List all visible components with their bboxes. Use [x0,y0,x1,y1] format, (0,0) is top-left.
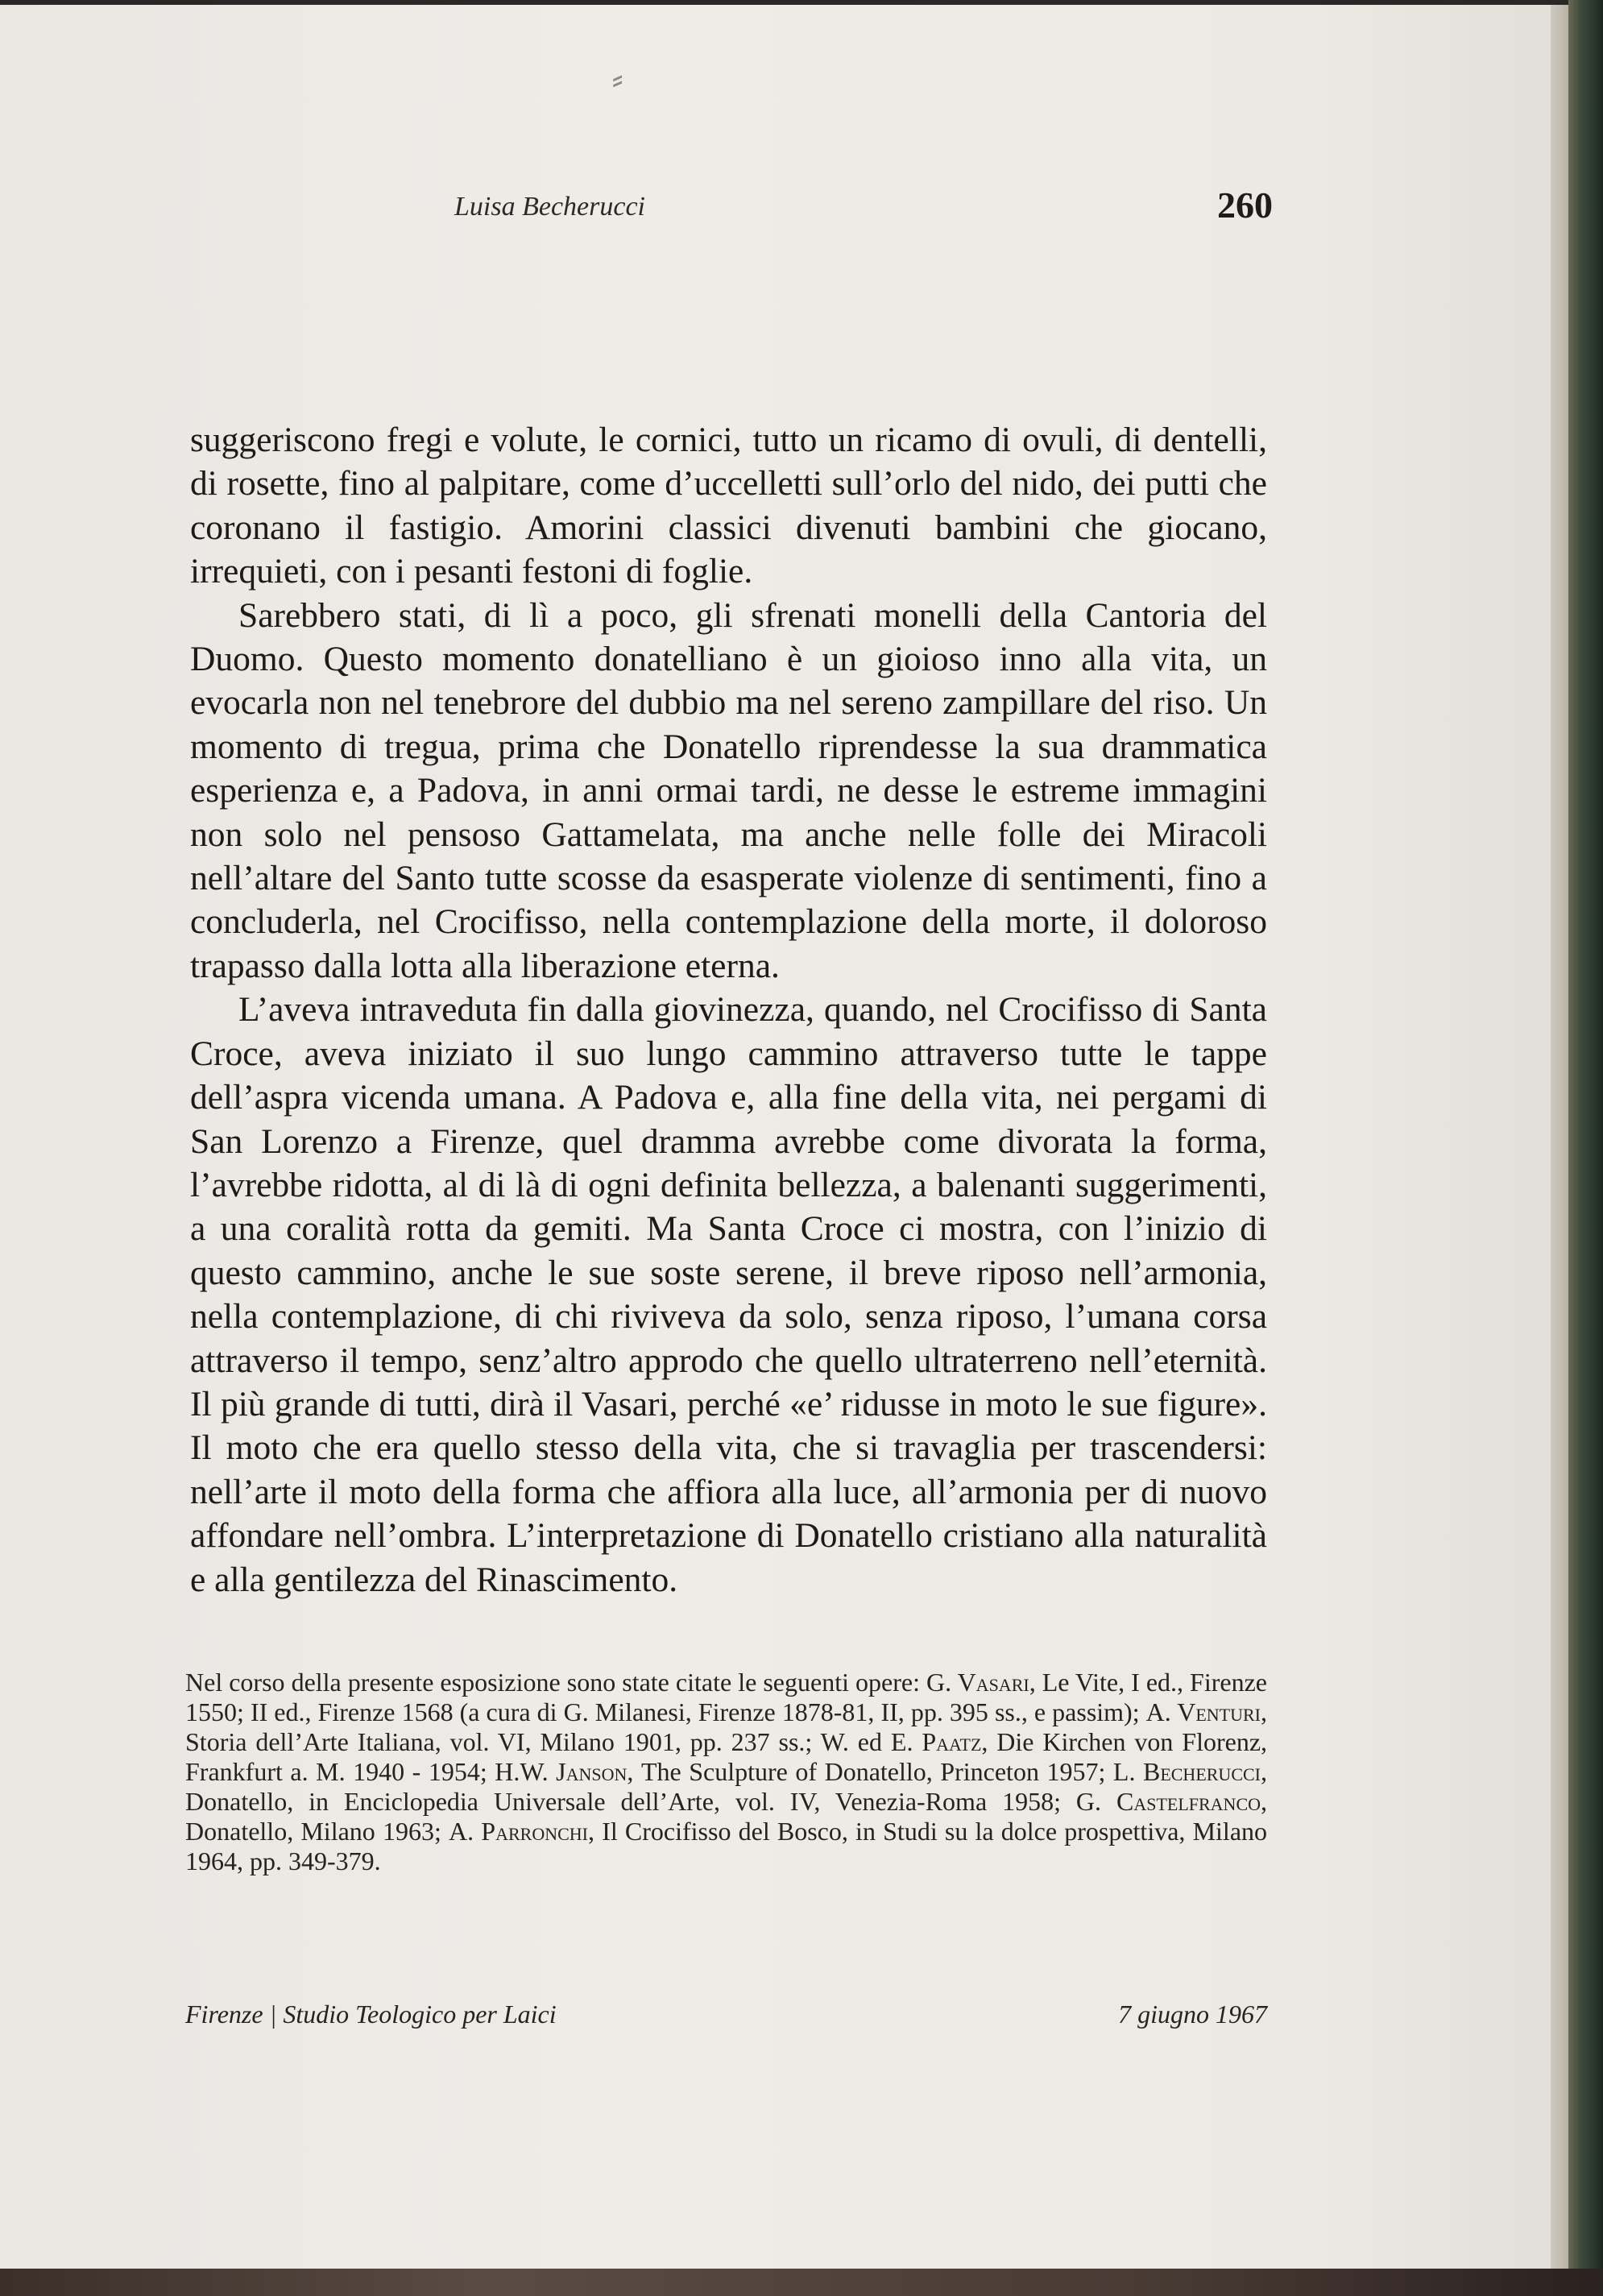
footnote-segment: , in [841,1817,884,1846]
footnote-segment: Le Vite [1042,1668,1119,1697]
body-text [190,418,1267,1602]
page-footer [185,2000,1267,2033]
paragraph: Sarebbero stati, di lì a poco, gli sfrenati monelli della Cantoria del Duomo. Questo momento donatelliano è un gioioso inno alla vita, un evocarla non nel tenebrore del dubbio ma nel sereno zampillare del riso. Un momento di tregua, prima che Donatello riprendesse la sua drammatica esperienza e, a Padova, in anni ormai tardi, ne desse le estreme immagini non solo nel pensoso Gattamelata, ma anche nelle folle dei Miracoli nell’altare del Santo tutte scosse da esasperate violenze di sentimenti, fino a concluderla, nel Crocifisso, nella contemplazione della morte, il doloroso trapasso dalla lotta alla liberazione eterna. [190,595,1267,985]
footnote-segment: , I ed., Firenze 1550; II ed., Firenze 1568 (a cura di G. Milanesi, Firenze 1878-81, II, pp. 395 ss., e passim); [185,1668,1268,1726]
ink-mark: ⸗ [612,60,623,97]
footnote-segment: Studi su la dolce prospettiva [883,1817,1179,1846]
footnote-segment: Donatello [185,1817,288,1846]
footnote-segment: Nel corso della presente esposizione sono state citate le seguenti opere: [185,1668,927,1697]
footnote-segment: , Frankfurt a. M. 1940 - 1954; [185,1727,1268,1786]
page-edge [1551,5,1568,2269]
footnote-segment: A. Venturi, [1145,1697,1268,1726]
footnote-segment: , Milano 1963; [287,1817,449,1846]
footer-place: Firenze | Studio Teologico per Laici [185,2000,557,2029]
book-spine [1568,0,1603,2296]
footnote-segment: Storia dell’Arte Italiana [185,1727,435,1756]
footnote-segment: G. Castelfranco, [1075,1787,1268,1816]
paragraph: L’aveva intraveduta fin dalla giovinezza, quando, nel Crocifisso di Santa Croce, aveva iniziato il suo lungo cammino attraverso tutte le tappe dell’aspra vicenda umana. A Padova e, alla fine della vita, nei pergami di San Lorenzo a Firenze, quel dramma avrebbe come divorata la forma, l’avrebbe ridotta, al di là di ogni definita bellezza, a balenanti suggerimenti, a una coralità rotta da gemiti. Ma Santa Croce ci mostra, con l’inizio di questo cammino, anche le sue soste serene, il breve riposo nell’armonia, nella contemplazione, di chi riviveva da solo, senza riposo, l’umana corsa attraverso il tempo, senz’altro approdo che quello ultraterreno nell’eternità. Il più grande di tutti, dirà il Vasari, perché «e’ ridusse in moto le sue figure». Il moto che era quello stesso della vita, che si travaglia per trascendersi: nell’arte il moto della forma che affiora alla luce, all’armonia per di nuovo affondare nell’ombra. L’interpretazione di Donatello cristiano alla naturalità e alla gentilezza del Rinascimento. [190,990,1267,1599]
footer-date: 7 giugno 1967 [1118,2000,1267,2029]
footnote-segment: E. Paatz, [890,1727,997,1756]
footnote-segment: , vol. VI, Milano 1901, pp. 237 ss.; W. ed [434,1727,891,1756]
footnote-segment: H.W. Janson, [495,1757,641,1786]
page-header [454,184,1273,232]
footnote-segment: Enciclopedia Universale dell’Arte [343,1787,714,1816]
footnote-segment: , Milano 1964, pp. 349-379. [185,1817,1268,1875]
footnote-segment: , vol. IV, Venezia-Roma 1958; [714,1787,1076,1816]
running-head: Luisa Becherucci [454,192,645,222]
footnote-segment: Il Crocifisso del Bosco [602,1817,842,1846]
footnote-segment: Die Kirchen von Florenz [996,1727,1261,1756]
footnote-segment: , Princeton 1957; [926,1757,1113,1786]
footnote-segment: A. Parronchi, [449,1817,603,1846]
page-number: 260 [1217,184,1273,226]
bibliography-footnote [185,1668,1267,1876]
footnote-segment: G. Vasari, [926,1668,1042,1697]
footnote-segment: Donatello [185,1787,288,1816]
footnote-segment: , in [287,1787,344,1816]
bottom-edge [0,2269,1603,2296]
footnote-segment: L. Becherucci, [1112,1757,1267,1786]
paragraph: suggeriscono fregi e volute, le cornici, tutto un ricamo di ovuli, di dentelli, di rosette, fino al palpitare, come d’uccelletti sull’orlo del nido, dei putti che coronano il fastigio. Amorini classici divenuti bambini che giocano, irrequieti, con i pesanti festoni di foglie. [190,421,1267,591]
footnote-segment: The Sculpture of Donatello [640,1757,926,1786]
